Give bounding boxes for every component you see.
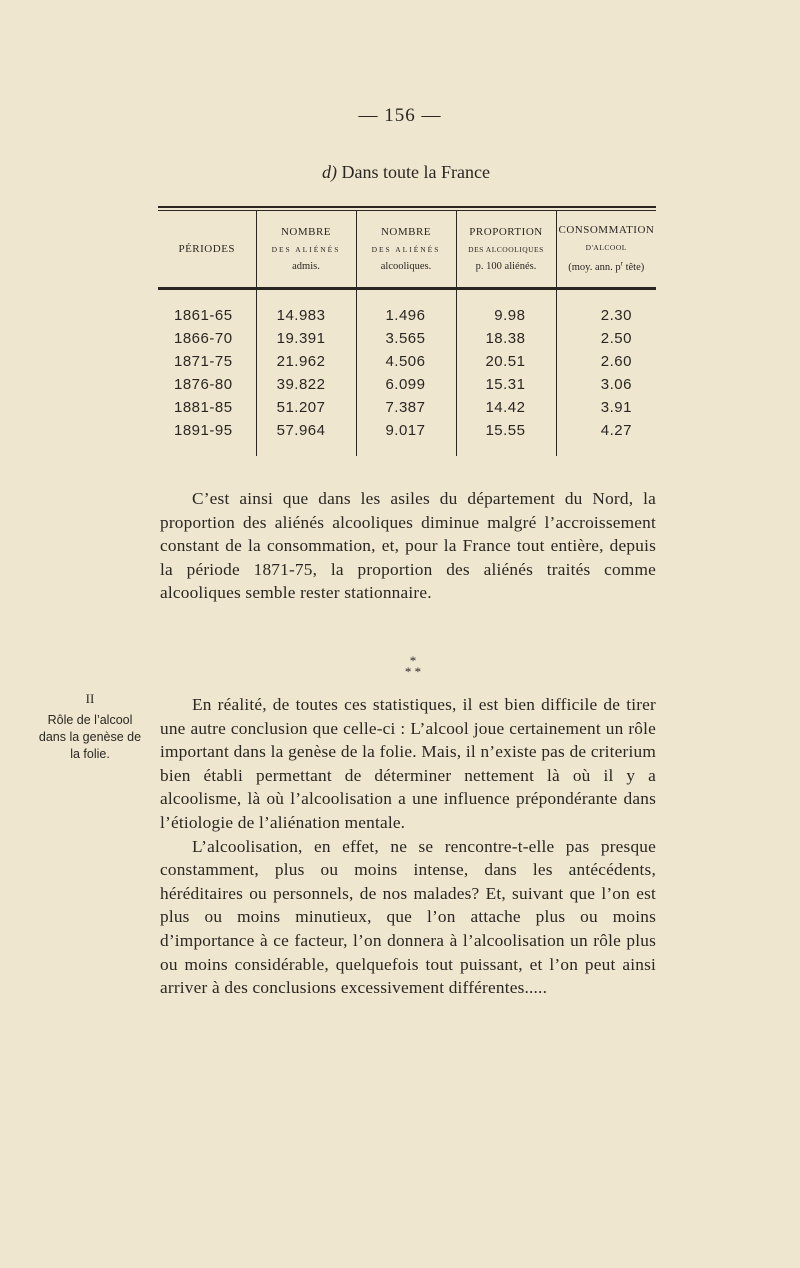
paragraph-alcoolisation: L’alcoolisation, en effet, ne se rencontre-t-elle pas presque constamment, plus ou moins intense, dans les antécédents, héréditaires ou personnels, de nos malades? Et, suivant que l’on est plus ou moins minutieux, que l’on attache plus ou moins d’importance à ce facteur, l’on donnera à l’alcoolisation un rôle plus ou moins considérable, quelquefois tout puissant, et l’on peut ainsi arriver à des conclusions excessivement différentes..... [160, 836, 656, 998]
cell-alcooliques: 3.565 [356, 327, 456, 350]
cell-admis: 57.964 [256, 419, 356, 456]
table-row [158, 350, 656, 373]
table-row [158, 373, 656, 396]
margin-note-number: II [85, 691, 95, 706]
header-nombre-alcooliques: NOMBRE DES ALIÉNÉS alcooliques. [356, 211, 456, 287]
header-consommation: CONSOMMATION D'ALCOOL (moy. ann. $p^r$ tête) [556, 211, 656, 287]
cell-period: 1866-70 [174, 330, 233, 347]
cell-period: 1881-85 [174, 399, 233, 416]
cell-proportion: 20.51 [456, 350, 556, 373]
statistics-table [158, 206, 656, 456]
table-row [158, 290, 656, 327]
section-title [0, 162, 800, 183]
cell-proportion: 15.31 [456, 373, 556, 396]
margin-note [34, 690, 146, 763]
cell-proportion: 14.42 [456, 396, 556, 419]
cell-admis: 51.207 [256, 396, 356, 419]
section-title-text: Dans toute la France [341, 162, 490, 182]
cell-consommation: 3.91 [556, 396, 656, 419]
section-separator-stars: * * * [404, 653, 422, 679]
cell-period: 1876-80 [174, 376, 233, 393]
cell-admis: 39.822 [256, 373, 356, 396]
cell-consommation: 2.50 [556, 327, 656, 350]
paragraph-realite: En réalité, de toutes ces statistiques, il est bien difficile de tirer une autre conclusion que celle-ci : L’alcool joue certainement un rôle important dans la genèse de la folie. Mais, il n’existe pas de criterium bien établi permettant de déterminer nettement là où il y a alcoolisme, là où l’alcoolisation a une influence prépondérante dans l’étiologie de l’aliénation mentale. L’alcoolisation, en effet, ne se rencontre-t-elle pas presque constamment, plus ou moins intense, dans les antécédents, héréditaires ou personnels, de nos malades? Et, suivant que l’on est plus ou moins minutieux, que l’on attache plus ou moins d’importance à ce facteur, l’on donnera à l’alcoolisation un rôle plus ou moins considérable, quelquefois tout puissant, et l’on peut ainsi arriver à des conclusions excessivement différentes..... [160, 693, 656, 1000]
cell-period: 1891-95 [174, 422, 233, 439]
cell-consommation: 3.06 [556, 373, 656, 396]
cell-consommation: 4.27 [556, 419, 656, 456]
margin-note-text: Rôle de l’alcool dans la genèse de la folie. [38, 713, 142, 761]
cell-admis: 19.391 [256, 327, 356, 350]
section-marker: d) [322, 162, 338, 182]
cell-proportion: 9.98 [456, 290, 556, 327]
table-row [158, 419, 656, 456]
cell-alcooliques: 1.496 [356, 290, 456, 327]
page-number: — 156 — [358, 105, 442, 126]
cell-proportion: 18.38 [456, 327, 556, 350]
header-nombre-alienes: NOMBRE DES ALIÉNÉS admis. [256, 211, 356, 287]
header-periodes: PÉRIODES [178, 242, 236, 255]
cell-consommation: 2.60 [556, 350, 656, 373]
cell-proportion: 15.55 [456, 419, 556, 456]
cell-alcooliques: 6.099 [356, 373, 456, 396]
table-row [158, 327, 656, 350]
cell-alcooliques: 4.506 [356, 350, 456, 373]
cell-alcooliques: 9.017 [356, 419, 456, 456]
cell-period: 1861-65 [174, 307, 233, 324]
cell-period: 1871-75 [174, 353, 233, 370]
cell-admis: 21.962 [256, 350, 356, 373]
cell-alcooliques: 7.387 [356, 396, 456, 419]
table-row [158, 396, 656, 419]
cell-admis: 14.983 [256, 290, 356, 327]
header-proportion: PROPORTION DES ALCOOLIQUES p. 100 aliénés. [456, 211, 556, 287]
paragraph-nord: C’est ainsi que dans les asiles du département du Nord, la proportion des aliénés alcooliques diminue malgré l’accroissement constant de la consommation, et, pour la France tout entière, depuis la période 1871-75, la proportion des aliénés traités comme alcooliques semble rester stationnaire. [160, 489, 656, 603]
cell-consommation: 2.30 [556, 290, 656, 327]
